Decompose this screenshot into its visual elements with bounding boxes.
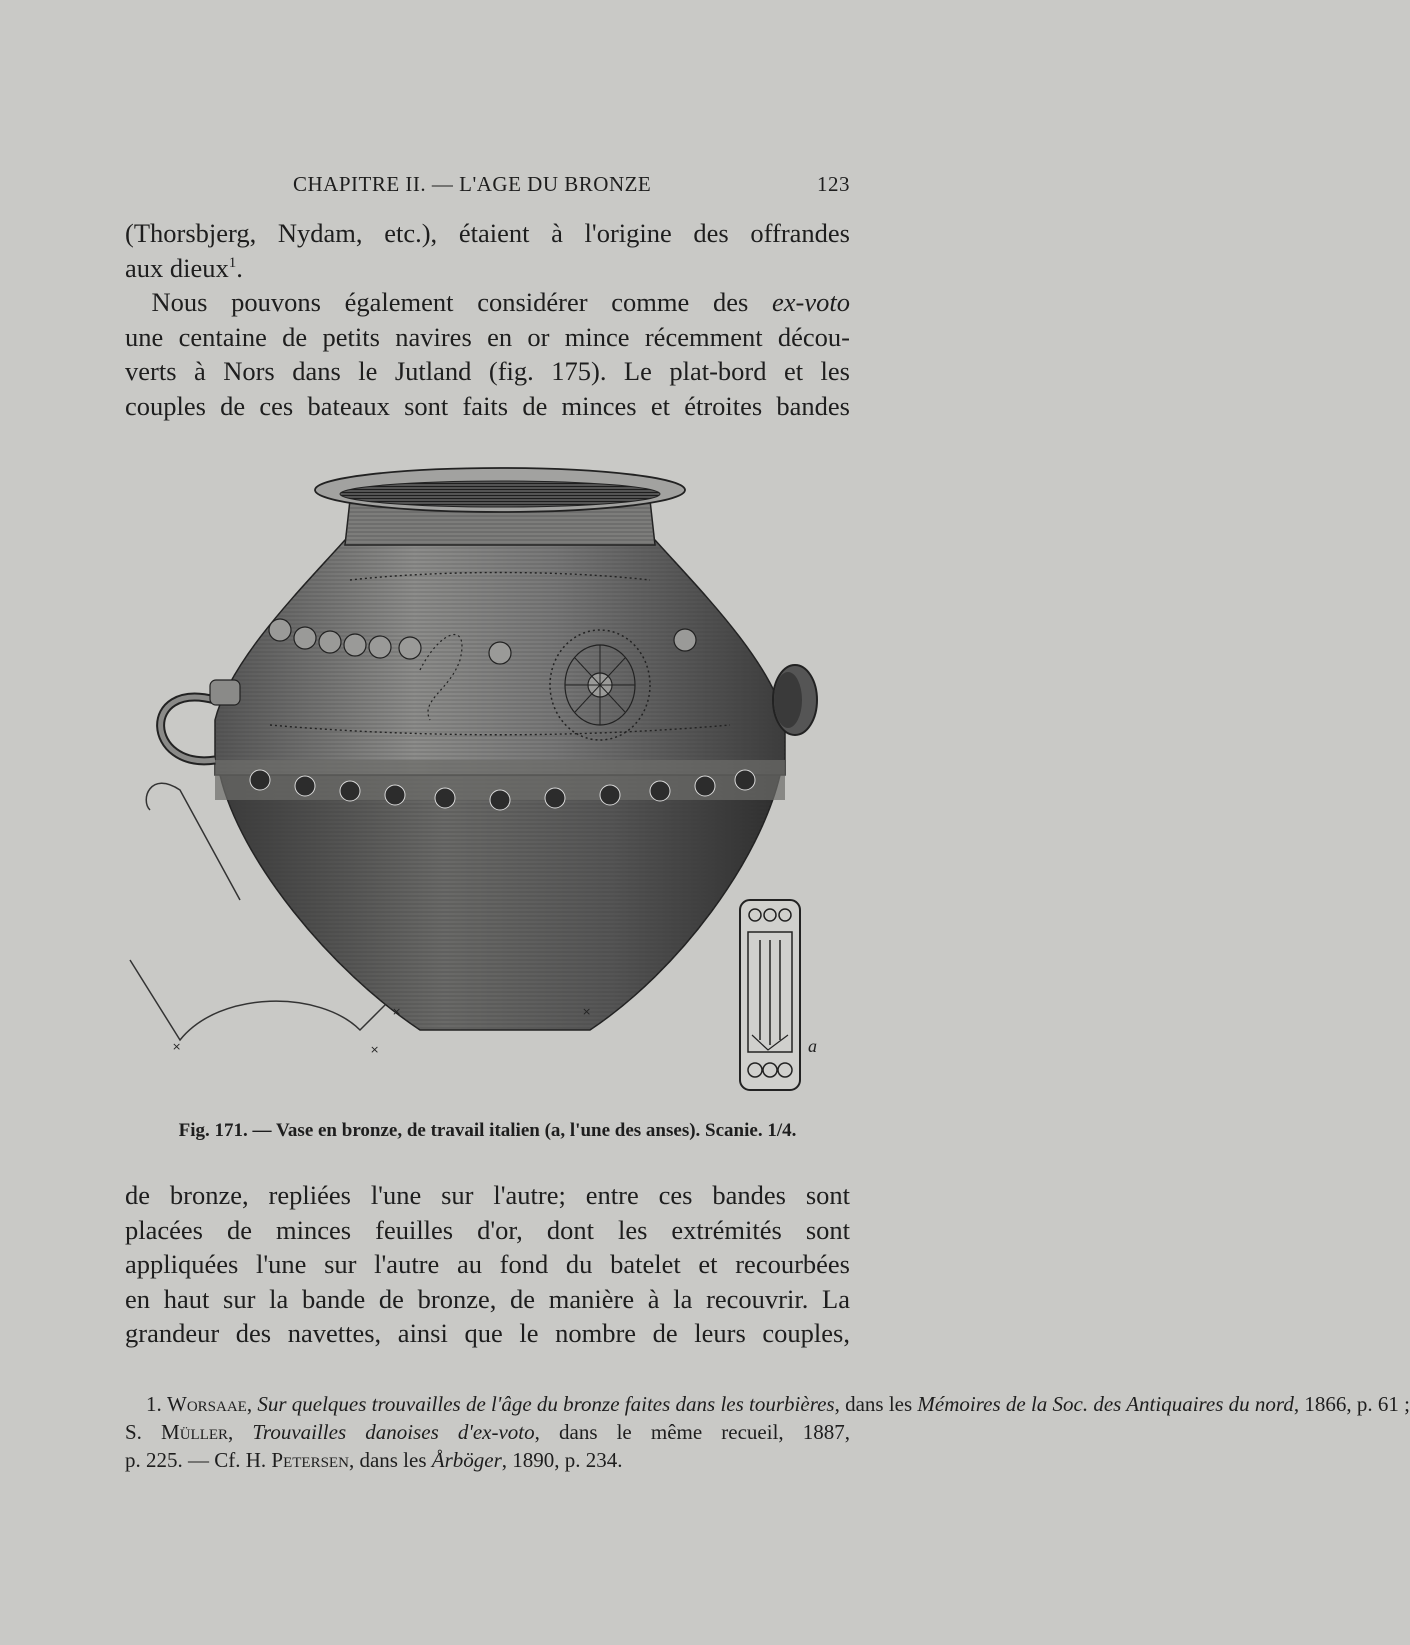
handle-detail-a bbox=[740, 900, 800, 1090]
text-line: Nous pouvons également considérer comme des ex-voto bbox=[151, 287, 850, 318]
footnote-line: 1. Worsaae, Sur quelques trouvailles de l'âge du bronze faites dans les tourbières, dans les Mémoires de la Soc. des Antiquaires du nord, 1866, p. 61 ; bbox=[146, 1392, 1410, 1416]
paragraph-top bbox=[125, 216, 850, 424]
footnote-line: S. Müller, Trouvailles danoises d'ex-voto, dans le même recueil, 1887, bbox=[125, 1420, 851, 1444]
svg-text:×: × bbox=[172, 1040, 182, 1053]
running-title: CHAPITRE II. — L'AGE DU BRONZE bbox=[293, 172, 652, 196]
svg-text:×: × bbox=[582, 1005, 592, 1018]
author-worsaae: Worsaae bbox=[167, 1392, 247, 1416]
running-head bbox=[125, 172, 850, 202]
vase-figure bbox=[120, 470, 880, 1110]
title-worsaae: Sur quelques trouvailles de l'âge du bronze faites dans les tourbières bbox=[257, 1392, 835, 1416]
figure-caption: Fig. 171. — Vase en bronze, de travail italien (a, l'une des anses). Scanie. 1/4. bbox=[178, 1120, 797, 1141]
text-line: verts à Nors dans le Jutland (fig. 175). Le plat-bord et les bbox=[125, 356, 850, 387]
footnote-line: p. 225. — Cf. H. Petersen, dans les Årböger, 1890, p. 234. bbox=[125, 1448, 623, 1472]
text-line: aux dieux$^1$. bbox=[125, 252, 243, 283]
page-number: 123 bbox=[817, 172, 850, 196]
footnote bbox=[125, 1390, 1410, 1474]
text-line: (Thorsbjerg, Nydam, etc.), étaient à l'origine des offrandes bbox=[125, 218, 850, 248]
bronze-vase-engraving bbox=[120, 470, 880, 1110]
text-line: placées de minces feuilles d'or, dont les extrémités sont bbox=[125, 1214, 850, 1245]
text-line: grandeur des navettes, ainsi que le nombre de leurs couples, bbox=[125, 1318, 850, 1349]
text-line: en haut sur la bande de bronze, de manière à la recouvrir. La bbox=[125, 1283, 850, 1314]
author-petersen: Petersen bbox=[271, 1448, 349, 1472]
text-line: appliquées l'une sur l'autre au fond du batelet et recourbées bbox=[125, 1249, 850, 1280]
profile-sketch bbox=[146, 783, 240, 900]
ex-voto-term: ex-voto bbox=[772, 287, 850, 318]
footnote-ref: 1 bbox=[228, 254, 237, 271]
svg-text:×: × bbox=[392, 1005, 402, 1018]
detail-label-a: a bbox=[808, 1036, 817, 1056]
svg-text:×: × bbox=[370, 1043, 380, 1056]
author-muller: S. Müller bbox=[125, 1420, 229, 1444]
paragraph-bottom bbox=[125, 1178, 850, 1351]
text-line: couples de ces bateaux sont faits de minces et étroites bandes bbox=[125, 390, 850, 421]
text-line: une centaine de petits navires en or mince récemment décou- bbox=[125, 321, 850, 352]
text-line: de bronze, repliées l'une sur l'autre; entre ces bandes sont bbox=[125, 1180, 850, 1210]
title-muller: Trouvailles danoises d'ex-voto bbox=[252, 1420, 535, 1444]
